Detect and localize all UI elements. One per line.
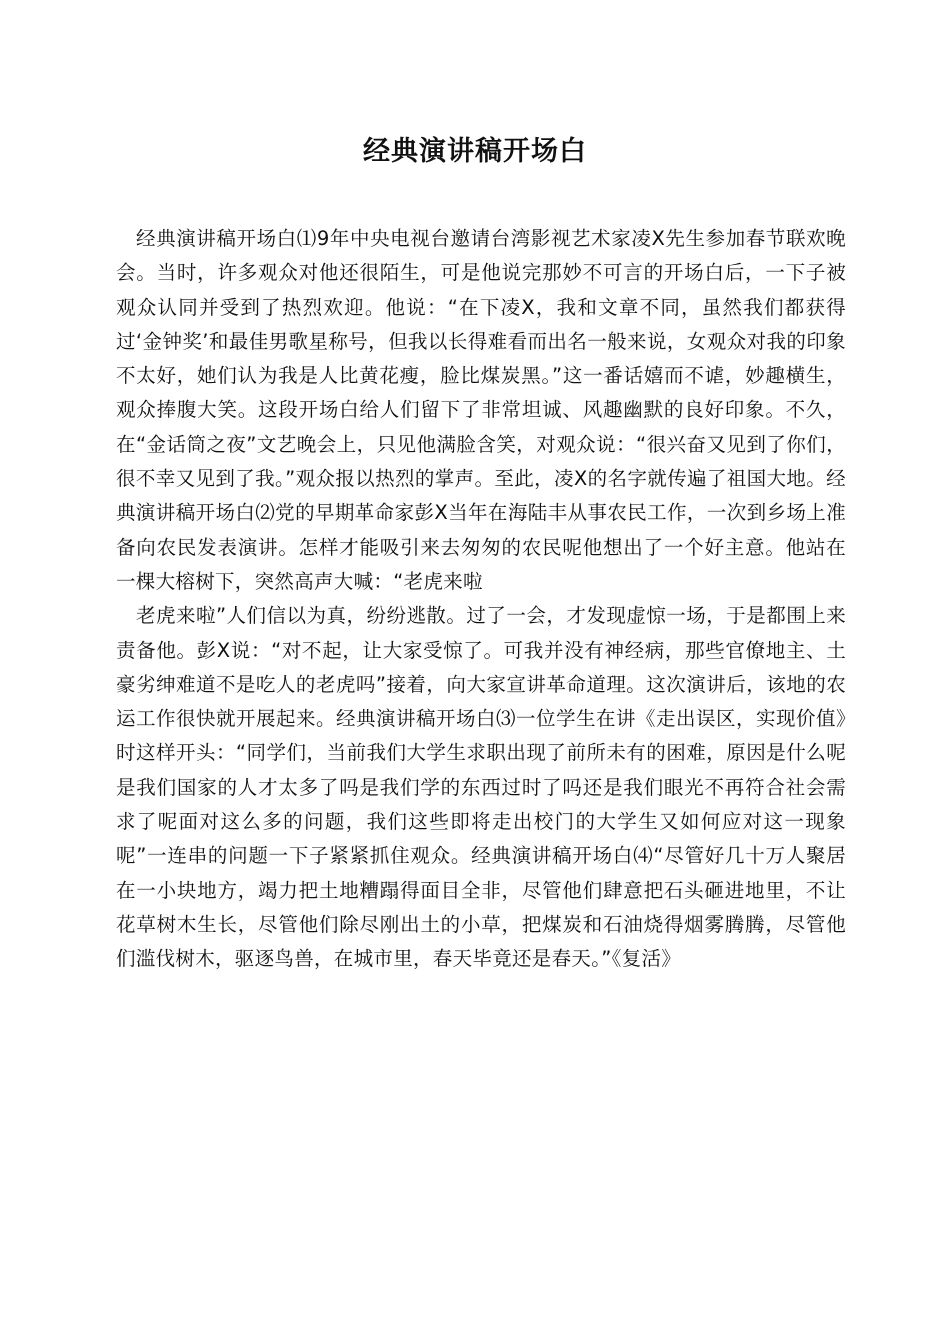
paragraph-1: 经典演讲稿开场白⑴9年中央电视台邀请台湾影视艺术家凌X先生参加春节联欢晚会。当时，许多观众对他还很陌生，可是他说完那妙不可言的开场白后，一下子被观众认同并受到了热烈欢迎。他说：“在下凌X，我和文章不同，虽然我们都获得过‘金钟奖’和最佳男歌星称号，但我以长得难看而出名一般来说，女观众对我的印象不太好，她们认为我是人比黄花瘦，脸比煤炭黑。”这一番话嬉而不谑，妙趣横生，观众捧腹大笑。这段开场白给人们留下了非常坦诚、风趣幽默的良好印象。不久，在“金话筒之夜”文艺晚会上，只见他满脸含笑，对观众说：“很兴奋又见到了你们，很不幸又见到了我。”观众报以热烈的掌声。至此，凌X的名字就传遍了祖国大地。经典演讲稿开场白⑵党的早期革命家彭X当年在海陆丰从事农民工作，一次到乡场上准备向农民发表演讲。怎样才能吸引来去匆匆的农民呢他想出了一个好主意。他站在一棵大榕树下，突然高声大喊：“老虎来啦 xyxy=(116,227,846,593)
document-body xyxy=(116,222,846,977)
paragraph-2: 老虎来啦”人们信以为真，纷纷逃散。过了一会，才发现虚惊一场，于是都围上来责备他。彭X说：“对不起，让大家受惊了。可我并没有神经病，那些官僚地主、土豪劣绅难道不是吃人的老虎吗”接着，向大家宣讲革命道理。这次演讲后，该地的农运工作很快就开展起来。经典演讲稿开场白⑶一位学生在讲《走出误区，实现价值》时这样开头：“同学们，当前我们大学生求职出现了前所未有的困难，原因是什么呢是我们国家的人才太多了吗是我们学的东西过时了吗还是我们眼光不再符合社会需求了呢面对这么多的问题，我们这些即将走出校门的大学生又如何应对这一现象呢”一连串的问题一下子紧紧抓住观众。经典演讲稿开场白⑷“尽管好几十万人聚居在一小块地方，竭力把土地糟蹋得面目全非，尽管他们肆意把石头砸进地里，不让花草树木生长，尽管他们除尽刚出土的小草，把煤炭和石油烧得烟雾腾腾，尽管他们滥伐树木，驱逐鸟兽，在城市里，春天毕竟还是春天。”《复活》 xyxy=(116,604,846,971)
document-title: 经典演讲稿开场白 xyxy=(363,136,587,167)
